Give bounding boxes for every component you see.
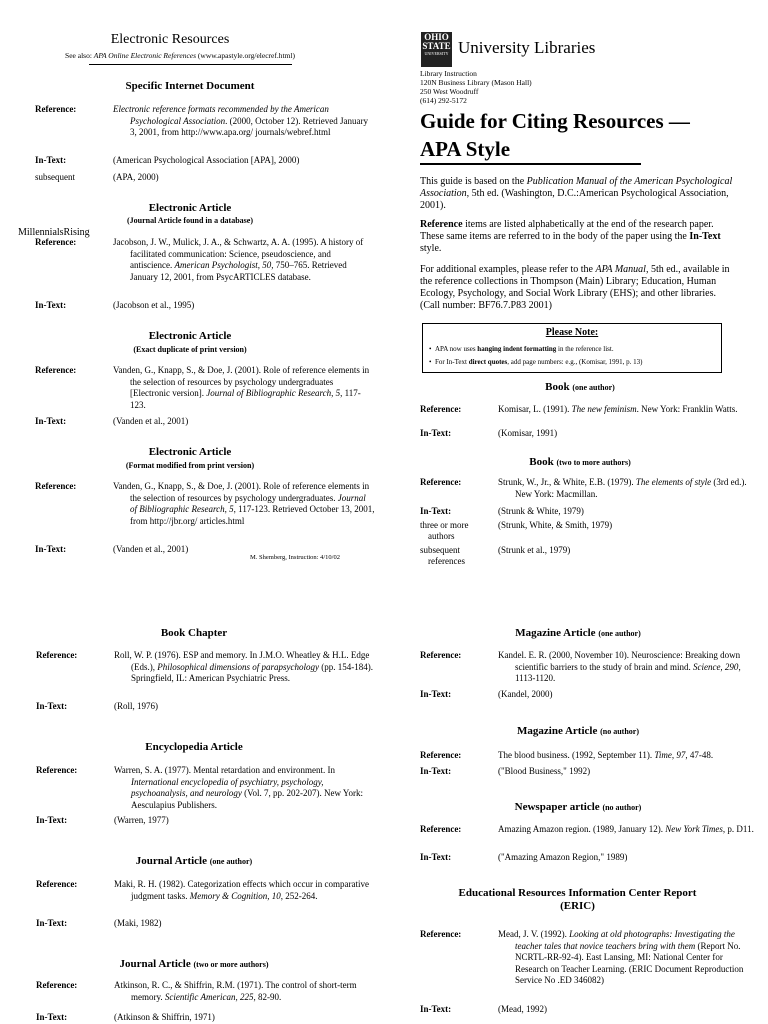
examples-paragraph: For additional examples, please refer to the APA Manual, 5th ed., available in the reference collections in Thompson (Main) Library; Education, Human Ecology, Psychology, and Social Work Library (EHS); and other libraries. (Call number: BF76.7.P83 2001) bbox=[420, 264, 730, 311]
intext-text: (Komisar, 1991) bbox=[498, 428, 558, 438]
intext-label: In-Text: bbox=[420, 852, 452, 862]
reference-text: Vanden, G., Knapp, S., & Doe, J. (2001). Role of reference elements in the selection of resources by psychology undergraduates [Electronic version]. Journal of Bibliographic Research, 5, 117-123. bbox=[113, 365, 370, 410]
reference-label: Reference: bbox=[36, 650, 78, 660]
divider bbox=[89, 64, 292, 65]
guide-title-line1: Guide for Citing Resources — bbox=[420, 109, 690, 133]
reference-text: Electronic reference formats recommended by the American Psychological Association. (2000, October 12). Retrieved January 3, 2001, from http://www.apa.org/ journals/webref.html bbox=[113, 104, 369, 137]
reference-text: Mead, J. V. (1992). Looking at old photographs: Investigating the teacher tales that novice teachers bring with them (Report No. NCRTL-RR-92-4). East Lansing, MI: National Center for Research on Teacher Learning. (ERIC Document Reproduction Service No .ED 346082) bbox=[498, 929, 744, 985]
intext-label: In-Text: bbox=[420, 1004, 452, 1014]
electronic-resources-title: Electronic Resources bbox=[110, 32, 230, 47]
intext-label: In-Text: bbox=[420, 428, 452, 438]
please-note-title: Please Note: bbox=[545, 327, 599, 338]
eric-heading-line2: (ERIC) bbox=[560, 900, 595, 912]
intext-text: (Mead, 1992) bbox=[498, 1004, 547, 1014]
reference-label: Reference: bbox=[420, 750, 462, 760]
reference-label: Reference: bbox=[35, 237, 77, 247]
intro-paragraph: This guide is based on the Publication Manual of the American Psychological Association, 5th ed. (Washington, D.C.:American Psychological Association, 2001). bbox=[420, 176, 733, 211]
reference-label: Reference: bbox=[420, 650, 462, 660]
intext-text: (Vanden et al., 2001) bbox=[113, 544, 189, 554]
section-heading: Specific Internet Document bbox=[125, 80, 255, 92]
section-heading bbox=[430, 887, 725, 913]
intext-text: (Maki, 1982) bbox=[114, 918, 162, 928]
section-heading: Magazine Article (one author) bbox=[515, 627, 641, 639]
section-heading: Journal Article (one author) bbox=[135, 855, 253, 867]
reference-text: Jacobson, J. W., Mulick, J. A., & Schwartz, A. A. (1995). A history of facilitated communication: Science, pseudoscience, and antiscience. American Psychologist, 50, 750–765. Retrieved January 12, 2001, from PsycARTICLES database. bbox=[113, 237, 364, 282]
intext-label: In-Text: bbox=[36, 1012, 68, 1022]
reference-label: Reference: bbox=[35, 104, 77, 114]
address-line: 250 West Woodruff bbox=[420, 87, 479, 96]
address-line: Library Instruction bbox=[420, 69, 477, 78]
intext-text: (Vanden et al., 2001) bbox=[113, 416, 189, 426]
intext-label: In-Text: bbox=[36, 918, 68, 928]
section-heading: Book (one author) bbox=[545, 381, 615, 393]
reference-label: Reference: bbox=[36, 879, 78, 889]
intext-text: (Kandel, 2000) bbox=[498, 689, 553, 699]
reference-label: Reference: bbox=[420, 824, 462, 834]
reference-text: Amazing Amazon region. (1989, January 12). New York Times, p. D11. bbox=[498, 824, 754, 834]
reference-label: Reference: bbox=[35, 365, 77, 375]
section-heading: Newspaper article (no author) bbox=[514, 801, 642, 813]
guide-title bbox=[420, 107, 690, 163]
see-also-prefix: See also: bbox=[65, 51, 94, 60]
intext-text: (Strunk & White, 1979) bbox=[498, 506, 584, 516]
note-item: • For In-Text direct quotes, add page numbers: e.g., (Komisar, 1991, p. 13) bbox=[429, 358, 643, 366]
see-also-link[interactable]: APA Online Electronic References bbox=[93, 51, 197, 60]
logo-word-state: STATE bbox=[422, 41, 451, 51]
section-heading: Book (two to more authors) bbox=[529, 456, 631, 468]
address-line: 120N Business Library (Mason Hall) bbox=[420, 78, 532, 87]
see-also-url: (www.apastyle.org/elecref.html) bbox=[196, 51, 295, 60]
section-heading: Electronic Article bbox=[148, 330, 232, 342]
reference-text: Maki, R. H. (1982). Categorization effects which occur in comparative judgment tasks. Memory & Cognition, 10, 252-264. bbox=[114, 879, 370, 901]
intext-text: ("Blood Business," 1992) bbox=[498, 766, 591, 776]
section-heading: Book Chapter bbox=[160, 627, 228, 639]
address-line: (614) 292-5172 bbox=[420, 96, 467, 105]
reference-label: Reference: bbox=[36, 765, 78, 775]
intext-label: In-Text: bbox=[36, 701, 68, 711]
intext-label: In-Text: bbox=[35, 416, 67, 426]
reference-text: Atkinson, R. C., & Shiffrin, R.M. (1971). The control of short-term memory. Scientific American, 225, 82-90. bbox=[114, 980, 357, 1002]
intext-text: (American Psychological Association [APA], 2000) bbox=[113, 155, 300, 165]
reference-label: Reference: bbox=[420, 404, 462, 414]
eric-heading-line1: Educational Resources Information Center Report bbox=[458, 887, 697, 899]
three-authors-text: (Strunk, White, & Smith, 1979) bbox=[498, 520, 613, 530]
intext-text: (Roll, 1976) bbox=[114, 701, 158, 711]
reference-paragraph: Reference items are listed alphabetically at the end of the research paper. These same items are referred to in the body of the paper using the In-Text style. bbox=[420, 219, 721, 254]
intext-text: (Warren, 1977) bbox=[114, 815, 169, 825]
footer-note: M. Shemberg, Instruction: 4/10/02 bbox=[250, 554, 340, 561]
osu-logo bbox=[421, 32, 452, 67]
guide-title-line2: APA Style bbox=[420, 137, 511, 161]
note-item: • APA now uses hanging indent formatting in the reference list. bbox=[429, 345, 614, 353]
title-divider bbox=[420, 163, 641, 165]
subsequent-text: (APA, 2000) bbox=[113, 172, 159, 182]
section-heading: Electronic Article bbox=[148, 446, 232, 458]
section-subheading: (Journal Article found in a database) bbox=[126, 216, 253, 225]
reference-text: Roll, W. P. (1976). ESP and memory. In J.M.O. Wheatley & H.L. Edge (Eds.), Philosophical dimensions of parapsychology (pp. 154-184). Springfield, IL: American Psychiatric Press. bbox=[114, 650, 373, 683]
address-block bbox=[420, 69, 532, 105]
intext-text: (Atkinson & Shiffrin, 1971) bbox=[114, 1012, 215, 1022]
intext-label: In-Text: bbox=[420, 766, 452, 776]
section-subheading: (Exact duplicate of print version) bbox=[133, 345, 247, 354]
intext-label: In-Text: bbox=[35, 155, 67, 165]
reference-text: Vanden, G., Knapp, S., & Doe, J. (2001). Role of reference elements in the selection of resources by psychology undergraduates. Journal of Bibliographic Research, 5, 117-123. Retrieved October 13, 2001, from http://jbr.org/ articles.html bbox=[113, 481, 375, 526]
reference-text: Warren, S. A. (1977). Mental retardation and environment. In International encyclopedia of psychiatry, psychology, psychoanalysis, and neurology (Vol. 7, pp. 202-207). New York: Aesculapius Publishers. bbox=[114, 765, 363, 810]
three-authors-label: three or more authors bbox=[420, 520, 469, 541]
reference-label: Reference: bbox=[420, 477, 462, 487]
reference-label: Reference: bbox=[420, 929, 462, 939]
section-heading: Journal Article (two or more authors) bbox=[119, 958, 269, 970]
stray-text: MillennialsRising bbox=[18, 227, 90, 238]
section-subheading: (Format modified from print version) bbox=[125, 461, 255, 470]
reference-text: Kandel. E. R. (2000, November 10). Neuroscience: Breaking down scientific barriers to the study of brain and mind. Science, 290, 1113-1120. bbox=[498, 650, 741, 683]
please-note-box bbox=[422, 323, 722, 373]
intext-label: In-Text: bbox=[36, 815, 68, 825]
reference-text: Komisar, L. (1991). The new feminism. New York: Franklin Watts. bbox=[498, 404, 738, 414]
intext-label: In-Text: bbox=[35, 544, 67, 554]
subsequent-text: (Strunk et al., 1979) bbox=[498, 545, 571, 555]
intext-label: In-Text: bbox=[420, 506, 452, 516]
section-heading: Magazine Article (no author) bbox=[517, 725, 639, 737]
logo-word-ohio: OHIO bbox=[424, 32, 449, 42]
reference-label: Reference: bbox=[36, 980, 78, 990]
intext-label: In-Text: bbox=[420, 689, 452, 699]
university-libraries-title: University Libraries bbox=[458, 38, 596, 57]
intext-label: In-Text: bbox=[35, 300, 67, 310]
reference-text: Strunk, W., Jr., & White, E.B. (1979). The elements of style (3rd ed.). New York: Macmillan. bbox=[498, 477, 747, 499]
subsequent-label: subsequent references bbox=[420, 545, 465, 566]
subsequent-label: subsequent bbox=[35, 172, 75, 182]
logo-word-university: UNIVERSITY bbox=[424, 51, 449, 56]
section-heading: Electronic Article bbox=[148, 202, 232, 214]
see-also-line bbox=[30, 51, 330, 60]
section-heading: Encyclopedia Article bbox=[145, 741, 243, 753]
intext-text: ("Amazing Amazon Region," 1989) bbox=[498, 852, 628, 862]
intext-text: (Jacobson et al., 1995) bbox=[113, 300, 195, 310]
reference-label: Reference: bbox=[35, 481, 77, 491]
reference-text: The blood business. (1992, September 11). Time, 97, 47-48. bbox=[498, 750, 714, 760]
